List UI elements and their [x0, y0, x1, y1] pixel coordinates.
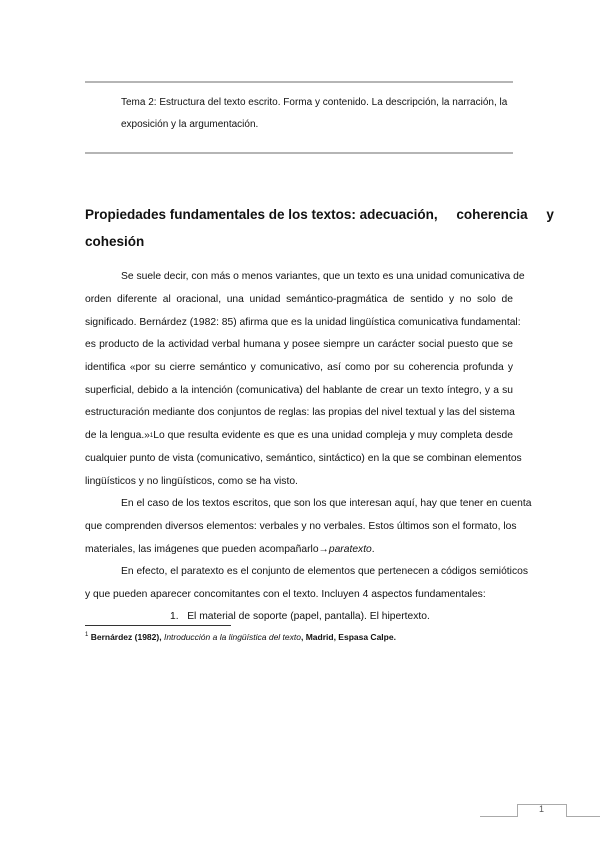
footnote-rule	[85, 625, 231, 626]
header-rule-top	[85, 81, 513, 83]
footer-line	[566, 816, 600, 817]
paragraph-line: lingüísticos y no lingüísticos, como se ha visto.	[85, 476, 298, 487]
header-line: exposición y la argumentación.	[121, 119, 259, 130]
section-heading: Propiedades fundamentales de los textos: adecuación, coherencia y	[85, 207, 554, 222]
paragraph-line: En el caso de los textos escritos, que son los que interesan aquí, hay que tener en cuenta	[121, 498, 532, 509]
paragraph-line: significado. Bernárdez (1982: 85) afirma que es la unidad lingüística comunicativa fundamental:	[85, 317, 521, 328]
section-heading-cont: cohesión	[85, 234, 145, 249]
footer-line	[480, 816, 518, 817]
text: Lo que resulta evidente es que es una unidad compleja y muy completa desde	[153, 430, 513, 441]
list-item	[170, 611, 430, 622]
paragraph-line: Se suele decir, con más o menos variantes, que un texto es una unidad comunicativa de	[121, 271, 525, 282]
header-line: Tema 2: Estructura del texto escrito. Forma y contenido. La descripción, la narración, la	[121, 97, 508, 108]
paragraph-line: superficial, debido a la intención (comunicativa) del hablante de crear un texto íntegro, y a su	[85, 385, 513, 396]
italic-term: paratexto	[328, 544, 372, 555]
paragraph-line: y que pueden aparecer concomitantes con el texto. Incluyen 4 aspectos fundamentales:	[85, 589, 486, 600]
paragraph-line: estructuración mediante dos conjuntos de reglas: las propias del nivel textual y las del sistema	[85, 407, 515, 418]
text: materiales, las imágenes que pueden acompañarlo→	[85, 544, 329, 555]
header-rule-bottom	[85, 152, 513, 154]
text: de la lengua.»	[85, 430, 150, 441]
list-number: 1.	[170, 611, 179, 622]
paragraph-line: En efecto, el paratexto es el conjunto de elementos que pertenecen a códigos semióticos	[121, 566, 528, 577]
footnote-mark: 1	[85, 632, 89, 638]
page-number: 1	[538, 804, 544, 814]
footnote-ref[interactable]: 1	[149, 433, 154, 439]
paragraph-line: que comprenden diversos elementos: verbales y no verbales. Estos últimos son el formato, los	[85, 521, 517, 532]
paragraph-line	[85, 429, 513, 443]
list-text: El material de soporte (papel, pantalla). El hipertexto.	[187, 611, 430, 622]
footnote	[85, 632, 396, 642]
paragraph-line: orden diferente al oracional, una unidad semántico-pragmática de sentido y no solo de	[85, 294, 513, 305]
paragraph-line: cualquier punto de vista (comunicativo, semántico, sintáctico) en la que se combinan elementos	[85, 453, 522, 464]
footnote-title: Introducción a la lingüística del texto	[163, 632, 301, 642]
paragraph-line	[85, 543, 513, 557]
footnote-author: Bernárdez (1982),	[90, 632, 164, 642]
paragraph-line: es producto de la actividad verbal humana y posee siempre un carácter social puesto que se	[85, 339, 513, 350]
paragraph-line: identifica «por su cierre semántico y comunicativo, así como por su coherencia profunda y	[85, 362, 513, 373]
text: .	[371, 544, 375, 555]
footnote-rest: , Madrid, Espasa Calpe.	[300, 632, 396, 642]
